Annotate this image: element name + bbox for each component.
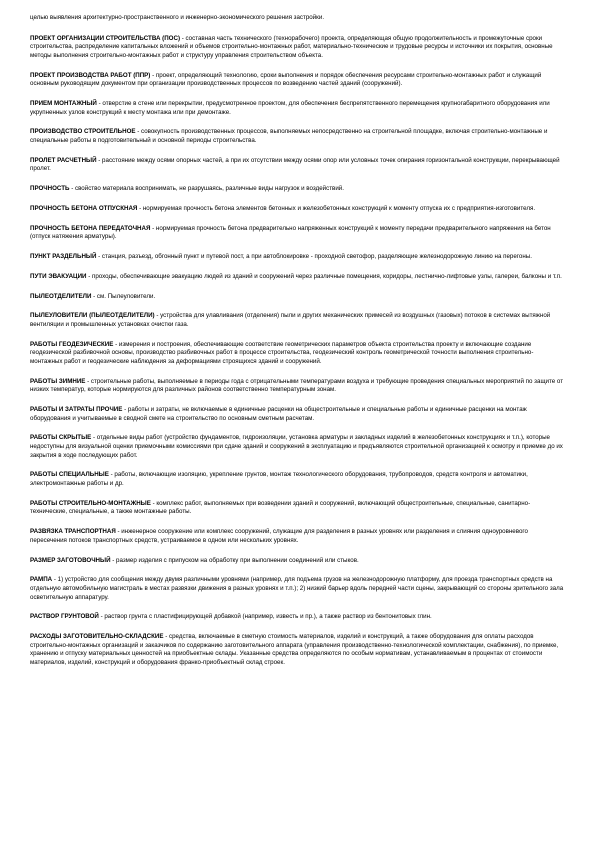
glossary-term: ПРОЧНОСТЬ БЕТОНА ПЕРЕДАТОЧНАЯ — [30, 224, 151, 232]
glossary-entry — [30, 341, 565, 367]
glossary-entry — [30, 128, 565, 145]
glossary-definition: - комплекс работ, выполняемых при возведении зданий и сооружений, включающий общестроительные, специальные, санитарно-технические, специальные, а также монтажные работы. — [30, 499, 531, 516]
glossary-definition: - работы, включающие изоляцию, укрепление грунтов, монтаж технологического оборудования, трубопроводов, средств контроля и автоматики, электромонтажные работы и др. — [30, 471, 528, 487]
glossary-entry — [30, 157, 565, 174]
glossary-definition: - средства, включаемые в сметную стоимость материалов, изделий и конструкций, а также оборудования для оплаты расходов строительно-монтажных организаций и заказчиков по содержанию заготовительного аппарата (управления производственно-технологической комплектации, снабжения), по приемке, хранению и отпуску материальных ценностей на приобъектные склады. Указанные средства определяются по особым нормативам, устанавливаемым в процентах от стоимости материалов, изделий, конструкций и оборудования франко-приобъектный склад строек. — [30, 633, 559, 666]
glossary-term: РАМПА — [30, 576, 53, 584]
glossary-definition: - см. Пылеуловители. — [91, 292, 156, 300]
glossary-term: РАБОТЫ СПЕЦИАЛЬНЫЕ — [30, 471, 109, 479]
glossary-term: ПЫЛЕОТДЕЛИТЕЛИ — [30, 292, 92, 300]
glossary-entry — [30, 72, 565, 89]
glossary-definition: - 1) устройство для сообщения между двумя различными уровнями (например, для подъема грузов на железнодорожную платформу, для проезда транспортных средств на отдельную автомобильную магистраль в местах развязки движения в разных уровнях и т.п.); 2) низкий барьер вдоль передней части сцены, закрывающий со стороны зрительного зала осветительную аппаратуру. — [30, 576, 564, 601]
glossary-term: РАСТВОР ГРУНТОВОЙ — [30, 613, 99, 621]
glossary-entry — [30, 471, 565, 488]
glossary-entry — [30, 185, 565, 194]
glossary-definition: - отверстие в стене или перекрытии, предусмотренное проектом, для обеспечения беспрепятственного перемещения крупногабаритного оборудования или укрупненных узлов конструкций к месту монтажа или при демонтаже. — [30, 99, 550, 116]
glossary-definition: - свойство материала воспринимать, не разрушаясь, различные виды нагрузок и воздействий. — [69, 185, 344, 193]
glossary-definition: - проект, определяющий технологию, сроки выполнения и порядок обеспечения ресурсами строительно-монтажных работ и служащий основным руководящим документом при организации производственных процессов по возведению частей зданий (сооружений). — [30, 71, 542, 88]
glossary-definition: - станция, разъезд, обгонный пункт и путевой пост, а при автоблокировке - проходной светофор, разделяющие железнодорожную линию на перегоны. — [96, 253, 532, 260]
glossary-definition: - нормируемая прочность бетона элементов бетонных и железобетонных конструкций к моменту отпуска их с предприятия-изготовителя. — [137, 204, 536, 212]
glossary-entry — [30, 253, 565, 262]
glossary-entry — [30, 378, 565, 395]
glossary-entry — [30, 406, 565, 423]
glossary-entry — [30, 273, 565, 282]
glossary-term: ПРОЕКТ ПРОИЗВОДСТВА РАБОТ (ППР) — [30, 71, 151, 79]
glossary-list — [30, 35, 565, 668]
glossary-term: ПРОЧНОСТЬ — [30, 185, 70, 193]
glossary-entry — [30, 633, 565, 667]
glossary-term: РАСХОДЫ ЗАГОТОВИТЕЛЬНО-СКЛАДСКИЕ — [30, 633, 164, 641]
glossary-entry — [30, 576, 565, 602]
glossary-entry — [30, 528, 565, 545]
glossary-entry — [30, 557, 565, 566]
glossary-entry — [30, 205, 565, 214]
continuation-text: целью выявления архитектурно-пространственного и инженерно-экономического решения застройки. — [30, 14, 325, 21]
glossary-term: ПРОЕКТ ОРГАНИЗАЦИИ СТРОИТЕЛЬСТВА (ПОС) — [30, 34, 181, 42]
glossary-definition: - проходы, обеспечивающие эвакуацию людей из зданий и сооружений через различные помещения, коридоры, лестнично-лифтовые узлы, галереи, балконы и т.п. — [86, 272, 562, 280]
glossary-definition: - устройства для улавливания (отделения) пыли и других механических примесей из воздушных (газовых) потоков в системах вытяжной вентиляции и промышленных установках очистки газа. — [30, 312, 551, 328]
glossary-definition: - раствор грунта с пластифицирующей добавкой (например, известь и пр.), а также раствор из бентонитовых глин. — [98, 613, 432, 621]
glossary-definition: - размер изделия с припуском на обработку при выполнении соединений или стыков. — [110, 556, 359, 564]
glossary-term: РАБОТЫ ГЕОДЕЗИЧЕСКИЕ — [30, 340, 114, 348]
glossary-entry — [30, 312, 565, 329]
glossary-definition: - расстояние между осями опорных частей, а при их отсутствии между осями опор или условных точек опирания горизонтальной конструкции, перекрывающей пролет. — [30, 156, 560, 173]
glossary-term: РАБОТЫ СКРЫТЫЕ — [30, 434, 92, 442]
glossary-entry — [30, 100, 565, 117]
glossary-entry — [30, 613, 565, 622]
glossary-definition: - работы и затраты, не включаемые в единичные расценки на общестроительные и специальные работы и единичные расценки на монтаж оборудования и учитываемые в сводной смете на строительство по основным сметным расчетам. — [30, 406, 527, 422]
glossary-term: ПРИЕМ МОНТАЖНЫЙ — [30, 99, 97, 107]
glossary-definition: - строительные работы, выполняемые в периоды года с отрицательными температурами воздуха и требующие проведения специальных мероприятий по защите от низких температур, которые нормируются для различных районов соответственно температурным зонам. — [30, 377, 564, 394]
glossary-term: РАБОТЫ ЗИМНИЕ — [30, 377, 86, 385]
glossary-entry — [30, 293, 565, 302]
glossary-definition: - совокупность производственных процессов, выполняемых непосредственно на строительной площадке, включая строительно-монтажные и специальные работы в подготовительный и основной периоды строительства. — [30, 128, 548, 144]
glossary-term: ПУТИ ЭВАКУАЦИИ — [30, 272, 87, 280]
glossary-term: РАЗМЕР ЗАГОТОВОЧНЫЙ — [30, 556, 111, 564]
glossary-entry — [30, 434, 565, 460]
glossary-term: ПРОИЗВОДСТВО СТРОИТЕЛЬНОЕ — [30, 128, 136, 136]
glossary-entry — [30, 225, 565, 242]
glossary-term: ПУНКТ РАЗДЕЛЬНЫЙ — [30, 253, 97, 260]
glossary-term: ПЫЛЕУЛОВИТЕЛИ (ПЫЛЕОТДЕЛИТЕЛИ) — [30, 312, 155, 320]
glossary-term: ПРОЧНОСТЬ БЕТОНА ОТПУСКНАЯ — [30, 204, 138, 212]
glossary-term: РАБОТЫ И ЗАТРАТЫ ПРОЧИЕ — [30, 406, 123, 414]
glossary-definition: - нормируемая прочность бетона предварительно напряженных конструкций к моменту передачи предварительного напряжения на бетон (отпуск натяжения арматуры). — [30, 224, 551, 241]
glossary-definition: - измерения и построения, обеспечивающие соответствие геометрических параметров объекта строительства проекту и включающие создание геодезической разбивочной основы, производство разбивочных работ в процессе строительства, геодезический контроль геометрической точности выполнения строительно-монтажных работ и геодезические наблюдения за деформациями строящихся зданий и сооружений. — [30, 340, 534, 365]
glossary-term: ПРОЛЕТ РАСЧЕТНЫЙ — [30, 156, 97, 164]
glossary-definition: - инженерное сооружение или комплекс сооружений, служащие для разделения в разных уровнях или разделения и слияния одноуровневого пересечения потоков транспортных средств, устраиваемое в одном или нескольких уровнях. — [30, 528, 528, 544]
glossary-term: РАЗВЯЗКА ТРАНСПОРТНАЯ — [30, 528, 116, 536]
glossary-definition: - составная часть технического (технорабочего) проекта, определяющая общую продолжительность и промежуточные сроки строительства, распределение капитальных вложений и объемов строительно-монтажных работ, материально-технические и трудовые ресурсы и источники их покрытия, основные методы выполнения строительно-монтажных работ и структуру управления строительством объекта. — [30, 34, 553, 59]
glossary-term: РАБОТЫ СТРОИТЕЛЬНО-МОНТАЖНЫЕ — [30, 499, 151, 507]
glossary-entry — [30, 500, 565, 517]
glossary-definition: - отдельные виды работ (устройство фундаментов, гидроизоляции, установка арматуры и закладных изделий в железобетонных конструкциях и т.п.), которые недоступны для визуальной оценки приемочными комиссиями при сдаче зданий и сооружений в эксплуатацию и предъявляются строительной организацией к осмотру и приемке до их закрытия в ходе последующих работ. — [30, 434, 563, 459]
glossary-entry — [30, 35, 565, 61]
